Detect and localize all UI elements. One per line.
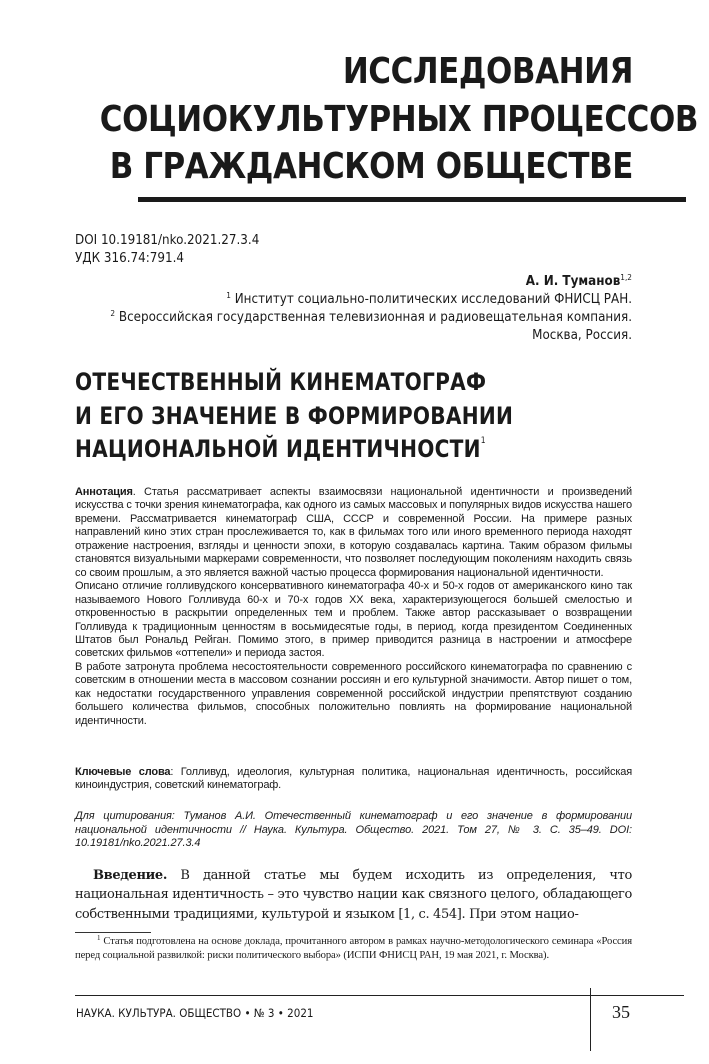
section-header-line: СОЦИОКУЛЬТУРНЫХ ПРОЦЕССОВ xyxy=(99,98,699,140)
section-header xyxy=(99,48,699,191)
article-title-line: ОТЕЧЕСТВЕННЫЙ КИНЕМАТОГРАФ xyxy=(75,368,487,396)
article-title-line: НАЦИОНАЛЬНОЙ ИДЕНТИЧНОСТИ xyxy=(75,435,481,463)
header-rule xyxy=(138,197,686,202)
footnote-text: Статья подготовлена на основе доклада, прочитанного автором в рамках научно-методологического семинара «Россия перед социальной развилкой: риски политического выбора» (ИСПИ ФНИСЦ РАН, 19 мая 2021, г. Москва). xyxy=(75,936,632,961)
footnote-rule xyxy=(75,932,151,933)
affiliation xyxy=(80,291,632,309)
author-block xyxy=(80,273,632,345)
keywords-label: Ключевые слова xyxy=(75,766,171,778)
footer-rule xyxy=(75,995,684,996)
article-title xyxy=(75,366,513,467)
article-meta xyxy=(75,232,259,268)
abstract-label: Аннотация xyxy=(75,486,133,498)
section-header-line: ИССЛЕДОВАНИЯ xyxy=(342,51,633,92)
affiliation-text: Институт социально-политических исследований ФНИСЦ РАН. xyxy=(234,292,633,307)
article-title-line: И ЕГО ЗНАЧЕНИЕ В ФОРМИРОВАНИИ xyxy=(75,401,514,430)
keywords xyxy=(75,766,632,793)
article-title-line-last xyxy=(75,433,513,467)
abstract-paragraph: Описано отличие голливудского консервативного кинематографа 40-х и 50-х годов от американского кино так называемого Нового Голливуда 60-х и 70-х годов XX века, характеризующегося большей смелостью и откровенностью в раскрытии определенных тем и проблем. Также автор рассказывает о возвращении Голливуда к традиционным ценностям в восьмидесятые годы, в период, когда президентом Соединенных Штатов был Рональд Рейган. Помимо этого, в пример приводится разница в настроении и атмосфере советских фильмов «оттепели» и периода застоя. xyxy=(75,580,632,660)
affiliation-mark: 1 xyxy=(226,291,231,300)
author-name: А. И. Туманов xyxy=(525,274,621,289)
citation: Для цитирования: Туманов А.И. Отечественный кинематограф и его значение в формировании национальной идентичности // Наука. Культура. Общество. 2021. Том 27, № 3. С. 35–49. DOI: 10.19181/nko.2021.27.3.4 xyxy=(75,810,632,850)
title-footnote-mark: 1 xyxy=(480,436,486,446)
author-affiliation-marks: 1,2 xyxy=(620,273,632,282)
section-header-line: В ГРАЖДАНСКОМ ОБЩЕСТВЕ xyxy=(109,146,634,187)
keywords-text: : Голливуд, идеология, культурная политика, национальная идентичность, российская киноиндустрия, советский кинематограф. xyxy=(75,766,632,792)
affiliation-text: Всероссийская государственная телевизионная и радиовещательная компания. xyxy=(118,310,632,325)
abstract-text: . Статья рассматривает аспекты взаимосвязи национальной идентичности и произведений искусства с точки зрения кинематографа, как одного из самых массовых и популярных видов искусства нашего времени. Рассматривается кинематограф США, СССР и современной России. На примере разных направлений кино этих стран прослеживается то, как в фильмах того или иного временного периода находят отражение настроения, взгляды и ценности эпохи, в которую создавалась картина. Таким образом фильмы становятся визуальными маркерами современности, что позволяет последующим поколениям находить связь со своим прошлым, а это является важной частью процесса формирования национальной идентичности. xyxy=(75,486,632,579)
udk: УДК 316.74:791.4 xyxy=(75,251,185,266)
footer-divider xyxy=(590,988,591,1051)
affiliation xyxy=(80,309,632,327)
introduction-text: В данной статье мы будем исходить из определения, что национальная идентичность – это чувство нации как связного целого, обладающего собственными традициями, культурой и языком [1, с. 454]. При этом нацио- xyxy=(75,868,632,922)
author-line xyxy=(80,273,632,291)
page-number: 35 xyxy=(612,1002,630,1022)
abstract-paragraph: В работе затронута проблема несостоятельности современного российского кинематографа по сравнению с советским в отношении места в массовом сознании россиян и его культурной значимости. Автор пишет о том, как недостатки государственного управления современной российской индустрии препятствуют созданию большего количества фильмов, способных положительно повлиять на формирование национальной идентичности. xyxy=(75,660,632,727)
author-location: Москва, Россия. xyxy=(532,328,632,343)
doi: DOI 10.19181/nko.2021.27.3.4 xyxy=(75,233,260,248)
abstract-paragraph xyxy=(75,486,632,580)
footnote-mark: 1 xyxy=(97,934,101,942)
introduction-paragraph xyxy=(75,866,632,924)
abstract xyxy=(75,486,632,728)
footer-journal-name: НАУКА. КУЛЬТУРА. ОБЩЕСТВО • № 3 • 2021 xyxy=(76,1006,314,1020)
footnote xyxy=(75,935,632,962)
introduction-label: Введение. xyxy=(93,868,168,883)
affiliation-mark: 2 xyxy=(110,309,116,318)
